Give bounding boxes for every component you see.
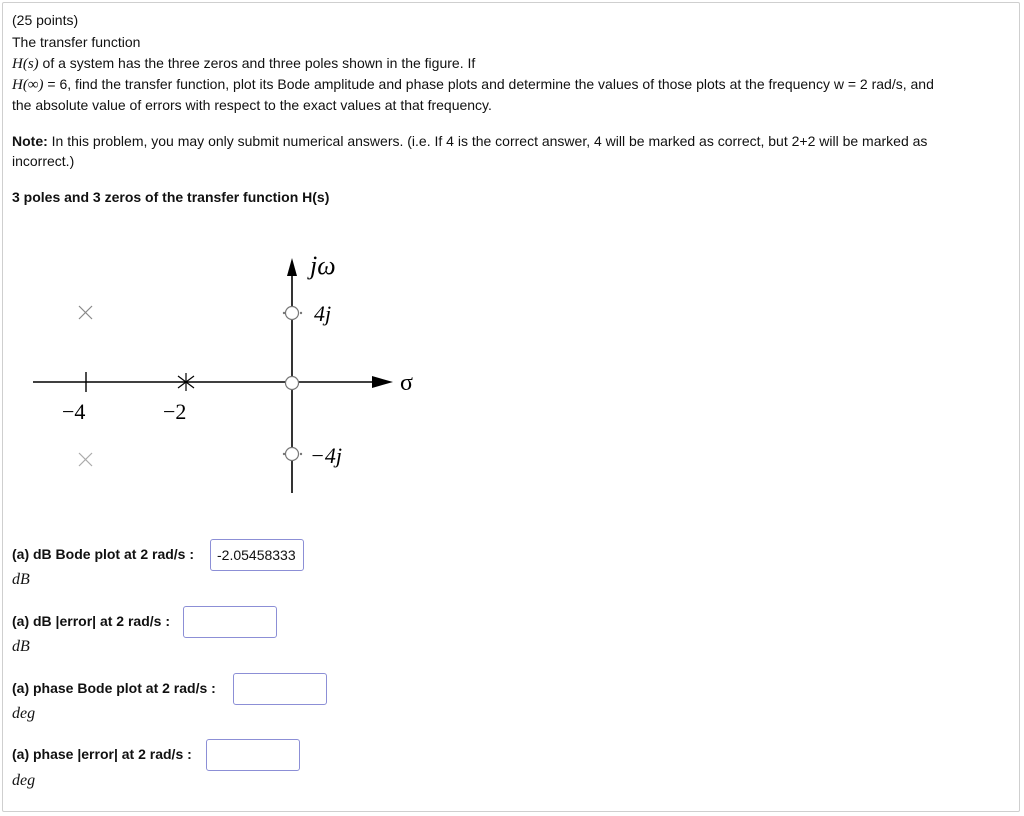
answer-label-db-bode: (a) dB Bode plot at 2 rad/s : xyxy=(12,546,195,562)
phase-bode-input[interactable] xyxy=(233,673,327,705)
tick-label-minus-4: −4 xyxy=(62,399,86,424)
pole-minus-4-minus-4j xyxy=(79,453,92,466)
tick-label-minus-2: −2 xyxy=(163,399,187,424)
answer-label-phase-error: (a) phase |error| at 2 rad/s : xyxy=(12,746,192,762)
pole-minus-4-plus-4j xyxy=(79,306,92,319)
unit-deg-1: deg xyxy=(12,705,36,722)
problem-line-1-text: of a system has the three zeros and three poles shown in the figure. If xyxy=(38,55,476,71)
note-text: In this problem, you may only submit numerical answers. (i.e. If 4 is the correct answer, 4 will be marked as correct, but 2+2 will be marked as xyxy=(47,133,928,149)
figure-caption: 3 poles and 3 zeros of the transfer function H(s) xyxy=(12,189,330,205)
imag-axis-label: jω xyxy=(310,251,336,280)
zero-4j xyxy=(286,307,299,320)
db-error-input[interactable] xyxy=(183,606,277,638)
unit-deg-2: deg xyxy=(12,772,36,789)
imag-axis-arrow xyxy=(287,258,297,276)
unit-db-2: dB xyxy=(12,638,30,655)
label-4j: 4j xyxy=(314,301,332,326)
real-axis-label: σ xyxy=(400,370,413,396)
note-label: Note: xyxy=(12,133,48,149)
problem-line-2-text: = 6, find the transfer function, plot its Bode amplitude and phase plots and determine the values of those plots at the frequency w = 2 rad/s, and xyxy=(43,76,934,92)
unit-db-1: dB xyxy=(12,571,30,588)
label-minus-4j: −4j xyxy=(310,443,342,468)
hs-symbol: H(s) xyxy=(12,56,39,72)
zero-minus-4j xyxy=(286,448,299,461)
zero-origin xyxy=(286,377,299,390)
hinf-symbol: H(∞) xyxy=(12,77,44,93)
phase-error-input[interactable] xyxy=(206,739,300,771)
real-axis-arrow xyxy=(372,376,393,388)
intro-text: The transfer function xyxy=(12,34,141,50)
note-line-2: incorrect.) xyxy=(12,153,75,169)
problem-line-3: the absolute value of errors with respect to the exact values at that frequency. xyxy=(12,97,492,113)
db-bode-input[interactable] xyxy=(210,539,304,571)
points-label: (25 points) xyxy=(12,12,79,28)
answer-label-db-error: (a) dB |error| at 2 rad/s : xyxy=(12,613,170,629)
answer-label-phase-bode: (a) phase Bode plot at 2 rad/s : xyxy=(12,680,216,696)
